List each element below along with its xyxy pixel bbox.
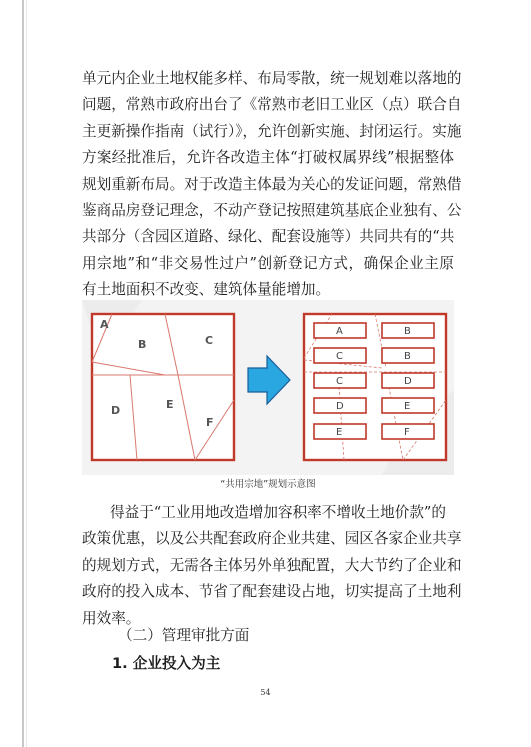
paragraph-line: 有土地面积不改变、建筑体量能增加。 [82, 281, 331, 299]
paragraph-line: 用效率。 [82, 609, 141, 627]
parcel-label-c: C [205, 334, 214, 347]
paragraph-line: 政策优惠，以及公共配套政府企业共建、园区各家企业共享 [82, 530, 462, 548]
cell-label: B [404, 351, 411, 362]
page-number: 54 [260, 688, 271, 697]
paragraph-line: 问题，常熟市政府出台了《常熟市老旧工业区（点）联合自 [82, 96, 462, 114]
paragraph-line: 单元内企业土地权能多样、布局零散，统一规划难以落地的 [82, 70, 462, 87]
paragraph-line: 用宗地”和“非交易性过户”创新登记方式，确保企业主原 [82, 254, 454, 272]
cell-label: D [336, 401, 344, 412]
body-paragraph-2 [82, 500, 462, 632]
parcel-label-d: D [111, 404, 121, 417]
parcel-label-b: B [138, 338, 147, 351]
cell-label: F [404, 427, 410, 438]
cell-label: E [404, 401, 411, 412]
cell-label: A [336, 326, 343, 337]
subsection-heading: 1. 企业投入为主 [112, 655, 221, 672]
cell-label: B [404, 326, 411, 337]
cell-label: D [404, 376, 412, 387]
paragraph-line: 方案经批准后，允许各改造主体“打破权属界线”根据整体 [82, 149, 454, 167]
section-heading: （二）管理审批方面 [118, 627, 250, 644]
planned-parcels-map [304, 314, 446, 460]
shared-parcel-diagram [82, 300, 454, 475]
transform-arrow-icon [248, 356, 290, 404]
cell-label: E [336, 427, 343, 438]
paragraph-line: 得益于“工业用地改造增加容积率不增收土地价款”的 [110, 504, 446, 521]
page-edge-rule-inner [26, 0, 27, 747]
figure-caption: “共用宗地”规划示意图 [220, 479, 316, 490]
cell-label: C [336, 376, 343, 387]
parcel-label-a: A [100, 318, 109, 331]
paragraph-line: 的规划方式，无需各主体另外单独配置，大大节约了企业和 [82, 556, 462, 574]
parcel-label-f: F [206, 416, 214, 429]
diagram-svg [82, 300, 454, 475]
parcel-label-e: E [166, 398, 174, 411]
body-paragraph-1 [82, 66, 462, 304]
paragraph-line: 主更新操作指南（试行）》，允许创新实施、封闭运行。实施 [82, 122, 462, 140]
paragraph-line: 政府的投入成本、节省了配套建设占地，切实提高了土地利 [82, 583, 462, 601]
paragraph-line: 鉴商品房登记理念，不动产登记按照建筑基底企业独有、公 [82, 201, 462, 219]
paragraph-line: 规划重新布局。对于改造主体最为关心的发证问题，常熟借 [82, 175, 462, 193]
original-parcels-map [92, 314, 234, 460]
paragraph-line: 共部分（含园区道路、绿化、配套设施等）共同共有的“共 [82, 228, 455, 246]
cell-label: C [336, 351, 343, 362]
page-edge-rule [22, 0, 24, 747]
